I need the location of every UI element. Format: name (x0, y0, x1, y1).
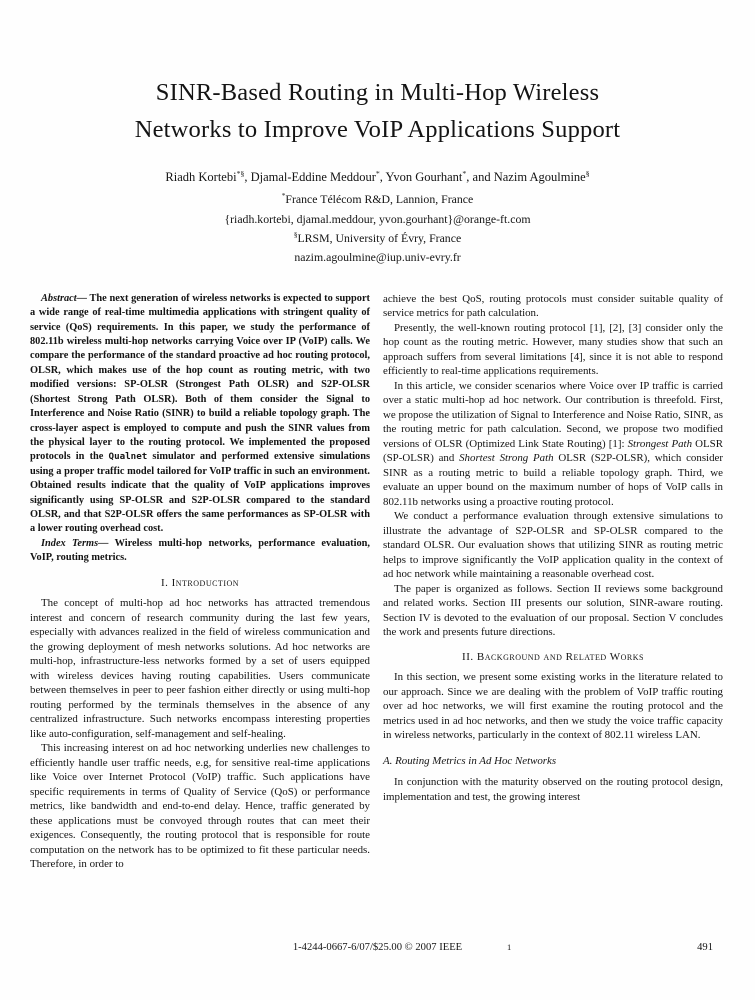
index-terms-paragraph (30, 537, 370, 566)
affiliation-text: {riadh.kortebi, djamal.meddour, yvon.gourhant}@orange-ft.com (224, 211, 531, 226)
author-1-name: Riadh Kortebi (165, 170, 237, 185)
affiliation-block (0, 188, 755, 266)
page-number: 491 (697, 942, 713, 953)
paper-title (0, 74, 755, 148)
author-separator: , (244, 170, 251, 185)
author-1 (165, 170, 250, 184)
affiliation-line-emails-orange (0, 208, 755, 227)
affiliation-text: France Télécom R&D, Lannion, France (285, 192, 474, 207)
contribution-text-2: OLSR (SP-OLSR) and (383, 437, 723, 465)
section-heading-introduction: I. Introduction (160, 576, 240, 589)
paragraph-contribution (383, 379, 723, 510)
page-footer (0, 942, 755, 962)
author-2 (251, 170, 386, 184)
contribution-text-1: In this article, we consider scenarios where Voice over IP traffic is carried over a static multi-hop ad hoc network. Our contribution is threefold. First, we propose the utilization of Signal to Interference and Noise Ratio, SINR, as the routing metric for path calculation. Second, we propose two modified versions of OLSR (Optimized Link State Routing) [1]: (383, 379, 723, 450)
author-3-affiliation-marks: * (462, 169, 467, 178)
author-separator: , and (466, 170, 494, 185)
index-terms-label: Index Terms— (41, 537, 109, 549)
paragraph-paper-organization: The paper is organized as follows. Section II reviews some background and related works. Section III presents our solution, SINR-aware routing. Section IV is devoted to the evaluation of our proposal. Section V concludes the work and presents future directions. (383, 582, 723, 639)
author-2-name: Djamal-Eddine Meddour (250, 170, 376, 185)
affiliation-mark: * (281, 191, 286, 201)
strongest-path-term: Strongest Path (627, 437, 693, 450)
subsection-heading-routing-metrics: A. Routing Metrics in Ad Hoc Networks (383, 754, 557, 767)
affiliation-text: nazim.agoulmine@iup.univ-evry.fr (294, 250, 461, 265)
intro-paragraph-1: The concept of multi-hop ad hoc networks has attracted tremendous interest and concern of research community during the last few years, especially with advances realized in the field of wireless communication and the growing deployment of mesh networks solutions. Ad hoc networks are multi-hop, infrastructure-less networks formed by a set of users equipped with wireless devices having routing capabilities. Users communicate between themselves in peer to peer fashion either directly or using multi-hop routing performed by the terminals themselves in the absence of any centralized infrastructure. Such networks encompass interesting properties like auto-configuration, self-management and self-healing. (30, 597, 370, 740)
affiliation-mark: § (293, 230, 298, 239)
author-4-name: Nazim Agoulmine (493, 170, 586, 185)
copyright-notice: 1-4244-0667-6/07/$25.00 © 2007 IEEE (292, 942, 463, 953)
intro-paragraph-2: This increasing interest on ad hoc networking underlies new challenges to efficiently handle user traffic needs, e.g, for sensitive real-time applications like Voice over Internet Protocol (VoIP) traffic. Such applications have specific requirements in terms of Quality of Service (QoS) or performance metrics, like bandwidth and end-to-end delay. Hence, traffic generated by these applications must be convoyed through routes that can meet their exigences. Consequently, the routing protocol that is responsible for route computation on the network has to be optimized to fit these particular needs. Therefore, in order to (30, 742, 370, 871)
two-column-body (0, 292, 755, 872)
affiliation-line-lrsm (0, 227, 755, 246)
continued-paragraph: achieve the best QoS, routing protocols must consider suitable quality of service metrics for path calculation. (383, 292, 723, 320)
abstract-paragraph (30, 292, 370, 537)
background-overview-paragraph: In this section, we present some existing works in the literature related to our approach. Since we are dealing with the problem of VoIP traffic routing over ad hoc networks, we will first examine the routing protocol and the metrics used in ad hoc networks, and then we study the voice traffic capacity in wireless networks, particularly in the context of 802.11 wireless LAN. (383, 671, 723, 742)
author-1-affiliation-marks: *§ (236, 169, 245, 178)
affiliation-line-email-evry (0, 246, 755, 265)
title-line-2: Networks to Improve VoIP Applications Support (134, 116, 621, 143)
author-3 (386, 170, 494, 184)
paragraph-performance-evaluation: We conduct a performance evaluation through extensive simulations to illustrate the advantage of S2P-OLSR and SP-OLSR compared to the standard OLSR. Our evaluation shows that utilizing SINR as routing metric helps to improve significantly the VoIP application quality in the context of ad hoc network while maintaining a reasonable overhead cost. (383, 510, 723, 581)
author-4 (494, 170, 590, 184)
right-column (383, 292, 723, 872)
routing-metrics-paragraph: In conjunction with the maturity observed on the routing protocol design, implementation and test, the growing interest (383, 776, 723, 803)
abstract-text-1: The next generation of wireless networks is expected to support a wide range of real-time multimedia applications with stringent quality of service (QoS) requirements. In this paper, we study the performance of 802.11b wireless multi-hop networks carrying Voice over IP (VoIP) calls. We compare the performance of the standard proactive ad hoc routing protocol, OLSR, which makes use of the hop count as routing metric, with two modified versions: SP-OLSR (Strongest Path OLSR) and S2P-OLSR (Shortest Strong Path OLSR). Both of them consider the Signal to Interference and Noise Ratio (SINR) to build a reliable topology graph. The cross-layer aspect is employed to compute and push the SINR values from the physical layer to the routing protocol. We implemented the proposed protocols in the (30, 292, 370, 463)
left-column (30, 292, 370, 872)
abstract-text-2: simulator and performed extensive simulations using a proper traffic model tailored for VoIP traffic in such an environment. Obtained results indicate that the quality of VoIP applications improves significantly using SP-OLSR and S2P-OLSR compared to the standard OLSR, and that S2P-OLSR offers the same performances as SP-OLSR with a lower routing overhead cost. (30, 451, 371, 535)
section-heading-background: II. Background and Related Works (462, 650, 644, 663)
contribution-text-3: OLSR (S2P-OLSR), which consider SINR as a routing metric to build a reliable topology graph. Third, we evaluate an upper bound on the maximum number of hops of VoIP calls in 802.11b networks using a proactive routing protocol. (383, 452, 723, 508)
abstract-label: Abstract— (41, 292, 87, 304)
title-block (0, 0, 755, 266)
title-line-1: SINR-Based Routing in Multi-Hop Wireless (155, 79, 600, 106)
qualnet-simulator-name: Qualnet (108, 451, 148, 463)
author-4-affiliation-marks: § (585, 169, 590, 178)
author-separator: , (379, 170, 386, 185)
author-2-affiliation-marks: * (375, 169, 380, 178)
shortest-strong-path-term: Shortest Strong Path (459, 452, 554, 465)
author-3-name: Yvon Gourhant (385, 170, 463, 185)
index-terms-text: Wireless multi-hop networks, performance evaluation, VoIP, routing metrics. (30, 537, 370, 564)
author-line (0, 169, 755, 185)
paragraph-hop-count-limitations: Presently, the well-known routing protocol [1], [2], [3] consider only the hop count as the routing metric. However, many studies show that such an approach suffers from several limitations [4], since it is not able to respond efficiently to real-time applications requirements. (383, 321, 723, 378)
affiliation-text: LRSM, University of Évry, France (297, 230, 462, 245)
affiliation-line-france-telecom (0, 188, 755, 207)
proceedings-page-number: 1 (507, 942, 512, 952)
